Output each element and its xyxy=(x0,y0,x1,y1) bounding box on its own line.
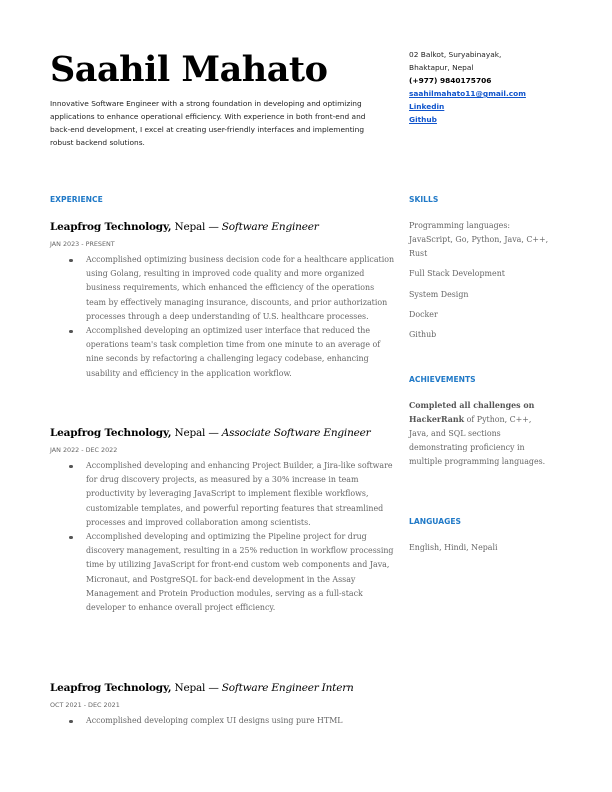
experience-heading: EXPERIENCE xyxy=(50,195,103,204)
linkedin-link[interactable]: Linkedin xyxy=(409,102,445,111)
achievement-bold: Completed all challenges on HackerRank xyxy=(409,401,535,424)
job-title-line xyxy=(50,220,319,234)
location: Nepal — xyxy=(174,682,219,694)
summary: Innovative Software Engineer with a strong foundation in developing and optimizing applications to enhance operational efficiency. With experience in both front-end and back-end development, I excel at creating user-friendly interfaces and implementing robust backend solutions. xyxy=(50,99,366,147)
role: Software Engineer xyxy=(221,221,319,233)
contact-info xyxy=(409,48,526,126)
candidate-name: Saahil Mahato xyxy=(50,49,328,90)
job-bullets xyxy=(50,253,395,381)
company: Leapfrog Technology, xyxy=(50,682,172,694)
company: Leapfrog Technology, xyxy=(50,427,172,439)
bullet: Accomplished developing an optimized user interface that reduced the operations team's task completion time from one minute to an average of nine seconds by refactoring a challenging legacy codebase, enhancing usability and efficiency in the application workflow. xyxy=(86,324,395,381)
address-line-1: 02 Balkot, Suryabinayak, xyxy=(409,50,502,59)
skill-item: Github xyxy=(409,330,437,340)
skills-heading: SKILLS xyxy=(409,195,439,204)
job-bullets xyxy=(50,459,395,615)
bullet: Accomplished developing complex UI designs using pure HTML xyxy=(86,714,395,728)
bullet: Accomplished developing and optimizing the Pipeline project for drug discovery management, resulting in a 25% reduction in workflow processing time by utilizing JavaScript for front-end custom web components and Java, Micronaut, and PostgreSQL for back-end development in the Assay Management and Protein Production modules, serving as a full-stack developer to enhance overall project efficiency. xyxy=(86,530,395,615)
company: Leapfrog Technology, xyxy=(50,221,172,233)
job-bullets xyxy=(50,714,395,728)
job-dates: OCT 2021 - DEC 2021 xyxy=(50,701,120,709)
skill-item: System Design xyxy=(409,289,469,299)
job-title-line xyxy=(50,681,354,695)
role: Software Engineer Intern xyxy=(221,682,354,694)
skill-item: Docker xyxy=(409,309,438,319)
languages-text: English, Hindi, Nepali xyxy=(409,543,498,552)
phone: (+977) 9840175706 xyxy=(409,76,492,85)
skill-item: Programming languages: JavaScript, Go, Python, Java, C++, Rust xyxy=(409,221,549,258)
role: Associate Software Engineer xyxy=(221,427,371,439)
location: Nepal — xyxy=(174,221,219,233)
github-link[interactable]: Github xyxy=(409,115,437,124)
location: Nepal — xyxy=(174,427,219,439)
skills-list xyxy=(409,219,549,348)
languages-heading: LANGUAGES xyxy=(409,517,462,526)
email-link[interactable]: saahilmahato11@gmail.com xyxy=(409,89,526,98)
bullet: Accomplished developing and enhancing Project Builder, a Jira-like software for drug discovery projects, as measured by a 30% increase in team productivity by leveraging JavaScript to implement flexible workflows, customizable templates, and powerful reporting features that streamlined processes and improved collaboration among scientists. xyxy=(86,459,395,530)
job-dates: JAN 2022 - DEC 2022 xyxy=(50,446,118,454)
bullet: Accomplished optimizing business decision code for a healthcare application using Golang, resulting in improved code quality and more organized business requirements, which enhanced the efficiency of the operations team by effectively managing insurance, discounts, and prior authorization processes through a deep understanding of U.S. healthcare processes. xyxy=(86,253,395,324)
achievement-text xyxy=(409,399,549,469)
job-title-line xyxy=(50,426,371,440)
achievements-heading: ACHIEVEMENTS xyxy=(409,375,476,384)
skill-item: Full Stack Development xyxy=(409,269,505,279)
job-dates: JAN 2023 - PRESENT xyxy=(50,240,115,248)
address-line-2: Bhaktapur, Nepal xyxy=(409,63,474,72)
achievement-rest: of Python, C++, Java, and SQL sections demonstrating proficiency in multiple programming languages. xyxy=(409,415,546,466)
